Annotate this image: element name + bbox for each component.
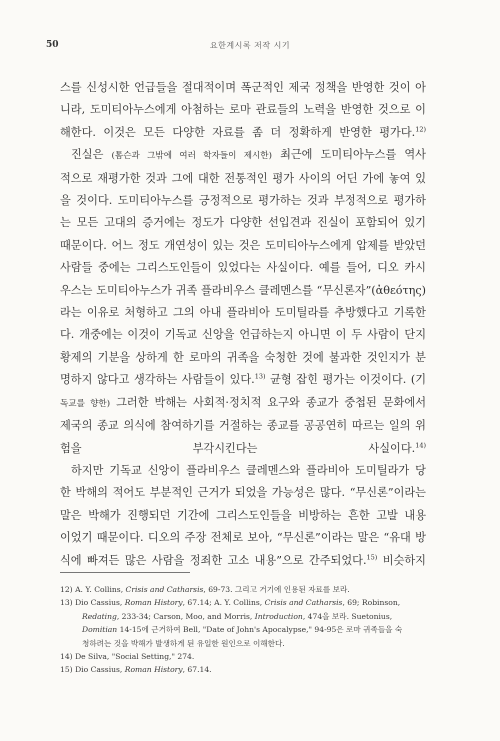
text-line: 니라, 도미티아누스에게 아첨하는 로마 관료들의 노력을 반영한 것으로 이	[60, 103, 426, 117]
page-number: 50	[46, 40, 59, 50]
text-line: 을 것이다. 도미티아누스를 긍정적으로 평가하는 것과 부정적으로 평가하	[60, 194, 426, 208]
text-line: 독교를 향한) 그러한 박해는 사회적·정치적 요구와 종교가 중첩된 문화에서	[60, 395, 426, 409]
running-header: 요한계시록 저작 시기	[209, 41, 291, 50]
footnote-14: 14) De Silva, "Social Setting," 274.	[60, 652, 195, 662]
text-line: 해한다. 이것은 모든 다양한 자료를 좀 더 정확하게 반영한 평가다.$^{12)}$	[60, 125, 426, 139]
text-line: 이었기 때문이다. 디오의 주장 전체로 보아, “무신론”이라는 말은 “유대 방	[60, 531, 426, 545]
text-line: 는 모든 고대의 증거에는 정도가 다양한 선입견과 진실이 포함되어 있기	[60, 216, 426, 230]
text-line: 사람들 중에는 그리스도인들이 있었다는 사실이다. 예를 들어, 디오 카시	[60, 261, 426, 275]
text-line: 한 박해의 적어도 부분적인 근거가 되었을 가능성은 많다. “무신론”이라는	[60, 486, 426, 500]
text-line: 말은 박해가 진행되던 기간에 그리스도인들을 비방하는 흔한 고발 내용	[60, 508, 426, 522]
text-line: 라는 이유로 처형하고 그의 아내 플라비아 도미틸라를 추방했다고 기록한	[60, 306, 426, 320]
text-line: 다. 개중에는 이것이 기독교 신앙을 언급하는지 아니면 이 두 사람이 단지	[60, 328, 426, 342]
text-line: 스를 신성시한 언급들을 절대적이며 폭군적인 제국 정책을 반영한 것이 아	[60, 81, 426, 94]
body-text	[60, 77, 426, 572]
footnote-13-cont: Redating, 233-34; Carson, Moo, and Morris, Introduction, 474을 보라. Suetonius,	[82, 611, 393, 621]
text-line: 적으로 재평가한 것과 그에 대한 전통적인 평가 사이의 어딘 가에 놓여 있	[60, 171, 426, 185]
footnote-12: 12) A. Y. Collins, Crisis and Catharsis, 69-73. 그리고 거기에 인용된 자료를 보라.	[60, 585, 350, 594]
footnote-13-cont: Domitian 14-15에 근거하여 Bell, "Date of John's Apocalypse," 94-95은 로마 귀족들을 숙	[82, 625, 403, 635]
text-line: 진실은 (톰슨과 그밖에 여러 학자들이 제시한) 최근에 도미티아누스를 역사	[71, 148, 426, 162]
footnote-ref[interactable]: 13)	[254, 372, 266, 381]
text-line: 때문이다. 어느 정도 개연성이 있는 것은 도미티아누스에게 압제를 받았던	[60, 238, 426, 252]
text-line: 하지만 기독교 신앙이 플라비우스 클레멘스와 플라비아 도미틸라가 당	[71, 463, 426, 477]
footnotes	[60, 583, 426, 677]
footnote-ref[interactable]: 15)	[366, 552, 378, 561]
text-line: 황제의 기분을 상하게 한 로마의 귀족을 숙청한 것에 불과한 것인지가 분	[60, 350, 426, 364]
footnote-divider	[60, 572, 190, 573]
paragraph-2	[60, 144, 426, 460]
footnote-ref[interactable]: 14)	[415, 440, 426, 449]
text-line: 식에 빠져든 많은 사람을 정죄한 고소 내용”으로 간주되었다.$^{15)}$ 비슷하지	[60, 552, 426, 567]
footnote-13-cont: 청하려는 것을 박해가 발생하게 된 유일한 원인으로 이해한다.	[82, 638, 285, 648]
footnote-13: 13) Dio Cassius, Roman History, 67.14; A. Y. Collins, Crisis and Catharsis, 69; Robinson,	[60, 598, 401, 608]
text-line: 우스는 도미티아누스가 귀족 플라비우스 클레멘스를 “무신론자”(ἀθεότης)	[60, 283, 426, 297]
footnote-15: 15) Dio Cassius, Roman History, 67.14.	[60, 665, 212, 675]
paragraph-3	[60, 460, 426, 572]
text-line: 명하지 않다고 생각하는 사람들이 있다.$^{13)}$ 균형 잡힌 평가는 이것이다. (기	[60, 372, 426, 387]
text-line: 험을 부각시킨다는 사실이다.$^{14)}$	[60, 440, 426, 455]
footnote-ref[interactable]: 12)	[415, 125, 426, 134]
text-line: 제국의 종교 의식에 참여하기를 거절하는 종교를 공공연히 따르는 일의 위	[60, 419, 426, 433]
paragraph-1	[60, 77, 426, 144]
